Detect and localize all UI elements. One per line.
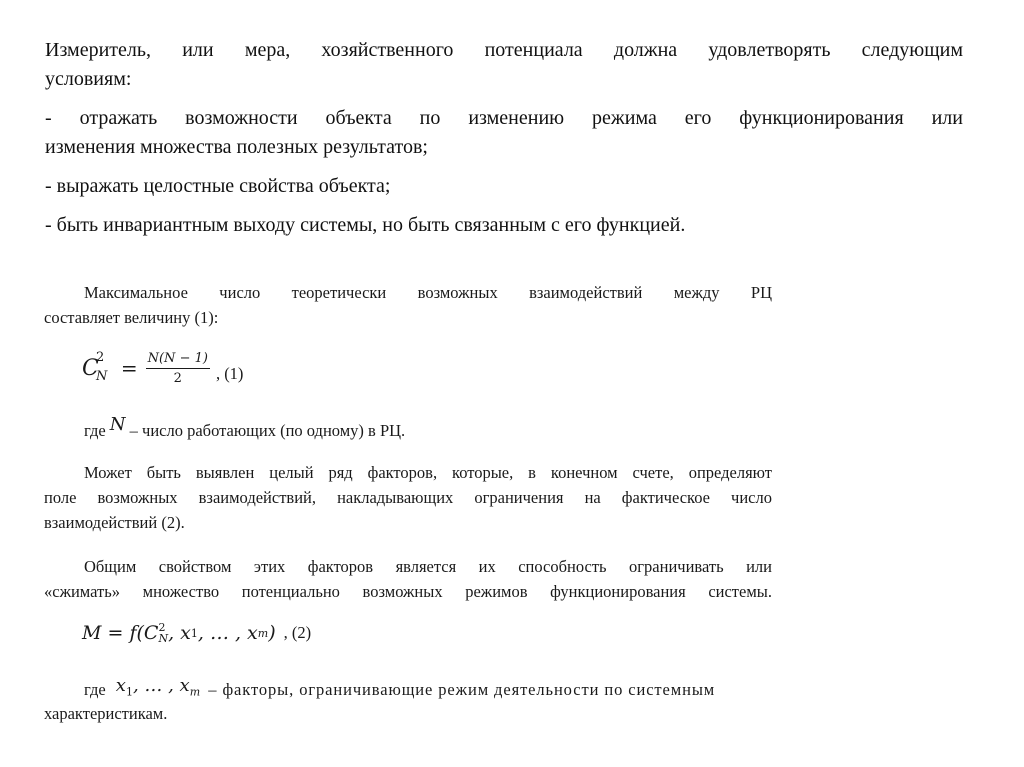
formula-subscript: 1	[190, 626, 198, 640]
text-line: условиям:	[45, 68, 132, 90]
formula-fraction	[146, 351, 210, 386]
text-line: Измеритель, или мера, хозяйственного потенциала должна удовлетворять следующим	[45, 39, 963, 61]
formula-text: , … , x	[197, 622, 258, 644]
formula-text: )	[268, 622, 276, 644]
text-line: «сжимать» множество потенциально возможных режимов функционирования системы.	[44, 582, 772, 601]
text-where: где	[84, 680, 106, 699]
formula-number: , (1)	[215, 364, 244, 383]
formula-1-lhs	[82, 349, 108, 384]
requirements-text	[45, 36, 963, 250]
text-line: взаимодействий (2).	[44, 513, 185, 532]
fraction-numerator: N(N − 1)	[146, 351, 210, 369]
text-line: изменения множества полезных результатов;	[45, 136, 428, 158]
text-line: характеристикам.	[44, 704, 168, 723]
formula-subscript: N	[158, 632, 169, 645]
formula-text: , … , x	[132, 675, 190, 696]
text-line: Может быть выявлен целый ряд факторов, которые, в конечном счете, определяют	[84, 463, 772, 482]
text-where: где	[84, 421, 106, 440]
text-line: составляет величину (1):	[44, 308, 219, 327]
common-property-paragraph	[44, 554, 772, 604]
text-line: - быть инвариантным выходу системы, но быть связанным с его функцией.	[45, 214, 686, 236]
requirement-item	[45, 172, 963, 201]
formula-subscript: 1	[125, 685, 133, 699]
where-x-line	[84, 677, 772, 709]
formula-subscript: N	[96, 368, 108, 384]
formula-symbol: C	[82, 355, 99, 381]
requirements-intro	[45, 36, 963, 94]
text-line: – число работающих (по одному) в РЦ.	[129, 421, 406, 440]
formula-subscript: m	[189, 685, 201, 699]
requirement-item	[45, 104, 963, 162]
formula-number: , (2)	[283, 623, 312, 642]
text-line: Общим свойством этих факторов является их способность ограничивать или	[84, 557, 772, 576]
text-line: Максимальное число теоретически возможных взаимодействий между РЦ	[84, 283, 772, 302]
formula-scripts	[158, 622, 168, 644]
formula-text: , x	[168, 622, 191, 644]
max-interactions-paragraph	[44, 280, 772, 330]
requirement-item	[45, 211, 963, 240]
formula-superscript: 2	[96, 349, 105, 365]
factor-variables	[115, 675, 201, 699]
formula-subscript: m	[257, 626, 269, 640]
text-line: поле возможных взаимодействий, накладывающих ограничения на фактическое число	[44, 488, 772, 507]
variable-x: x	[115, 675, 126, 696]
text-line: - выражать целостные свойства объекта;	[45, 175, 391, 197]
text-line: - отражать возможности объекта по изменению режима его функционирования или	[45, 107, 963, 129]
equals-sign: =	[120, 356, 138, 380]
factors-paragraph	[44, 460, 772, 535]
where-n-line	[84, 414, 406, 443]
text-line: – факторы, ограничивающие режим деятельности по системным	[208, 680, 716, 699]
fraction-denominator: 2	[173, 370, 182, 386]
formula-1	[82, 344, 243, 392]
formula-2	[82, 616, 311, 650]
formula-superscript: 2	[158, 621, 166, 634]
variable-n: N	[109, 414, 126, 435]
formula-text: M = f(C	[82, 622, 159, 644]
where-x-continuation	[44, 701, 167, 726]
